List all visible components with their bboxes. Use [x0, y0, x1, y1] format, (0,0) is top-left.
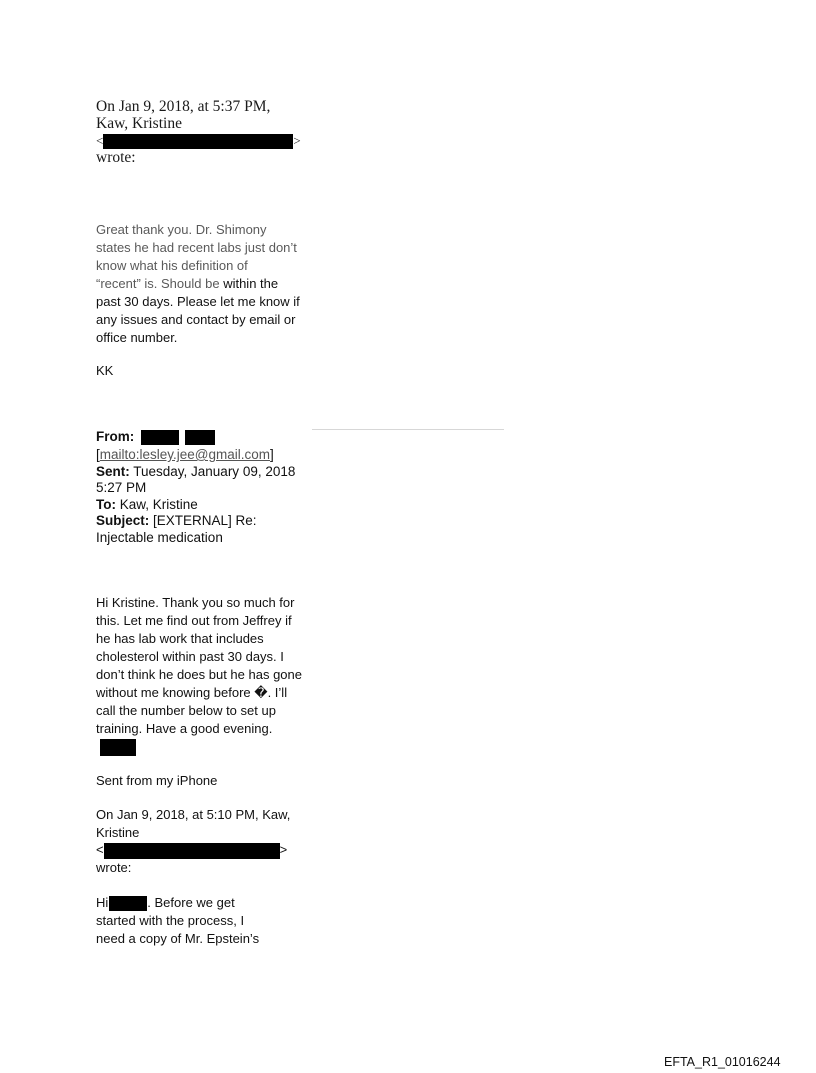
header-sender-name: Kaw, Kristine — [96, 115, 182, 132]
redaction-bar — [103, 134, 293, 149]
mailto-line — [96, 447, 295, 464]
quoted-header-line-1: On Jan 9, 2018, at 5:10 PM, Kaw, — [96, 807, 291, 822]
kk-line-3: know what his definition of — [96, 258, 248, 273]
redaction-bar — [104, 843, 280, 859]
redaction-bar — [109, 896, 147, 911]
sent-line — [96, 464, 295, 481]
kk-line-4-gray: “recent” is. Should be — [96, 276, 224, 291]
angle-close: > — [293, 133, 301, 148]
reply-line-8: training. Have a good evening. — [96, 721, 273, 736]
kk-line-6: any issues and contact by email or — [96, 312, 296, 327]
kk-line-5: past 30 days. Please let me know if — [96, 294, 300, 309]
quoted-wrote: wrote: — [96, 859, 132, 875]
reply-line-2: this. Let me find out from Jeffrey if — [96, 613, 292, 628]
angle-open: < — [96, 133, 104, 148]
redaction-bar — [100, 739, 136, 756]
from-label: From: — [96, 429, 135, 444]
quoted-message-body — [96, 894, 259, 948]
to-value: Kaw, Kristine — [116, 496, 198, 512]
sent-label: Sent: — [96, 463, 130, 479]
subject-line — [96, 513, 295, 530]
subject-value: [EXTERNAL] Re: — [149, 513, 257, 528]
original-message-header — [96, 98, 301, 166]
redaction-bar — [141, 430, 179, 445]
quoted-header — [96, 806, 290, 876]
reply-line-3: he has lab work that includes — [96, 631, 264, 646]
divider-line — [312, 429, 504, 430]
subject-line-2: Injectable medication — [96, 529, 223, 545]
email-header-block — [96, 429, 295, 546]
quoted-line-1-rest: . Before we get — [147, 895, 235, 910]
kk-line-1: Great thank you. Dr. Shimony — [96, 222, 267, 237]
to-label: To: — [96, 496, 116, 512]
reply-line-1: Hi Kristine. Thank you so much for — [96, 595, 295, 610]
kk-line-4 — [96, 275, 300, 293]
quoted-redacted-email — [96, 841, 290, 859]
kk-line-7: office number. — [96, 330, 178, 345]
quoted-header-line-2: Kristine — [96, 824, 140, 840]
kk-line-2: states he had recent labs just don’t — [96, 240, 297, 255]
reply-line-7: call the number below to set up — [96, 703, 276, 718]
header-date-line: On Jan 9, 2018, at 5:37 PM, — [96, 98, 271, 115]
reply-line-6: without me knowing before �. I’ll — [96, 685, 288, 700]
header-redacted-email — [96, 132, 301, 149]
angle-close: > — [279, 842, 288, 857]
document-id: EFTA_R1_01016244 — [664, 1055, 781, 1069]
redaction-block — [100, 739, 136, 756]
kk-signoff: KK — [96, 363, 114, 378]
quoted-line-2: started with the process, I — [96, 913, 245, 928]
bracket-close: ] — [270, 447, 274, 462]
redaction-bar — [185, 430, 215, 445]
to-line — [96, 497, 295, 514]
angle-open: < — [96, 842, 104, 857]
kk-message-body — [96, 221, 300, 347]
quoted-line-1 — [96, 894, 259, 912]
subject-label: Subject: — [96, 513, 150, 528]
mailto-link[interactable]: mailto:lesley.jee@gmail.com — [99, 447, 271, 462]
kk-line-4-dark: within the — [223, 276, 279, 291]
quoted-hi: Hi — [96, 895, 109, 910]
sent-time: 5:27 PM — [96, 480, 147, 495]
sent-value: Tuesday, January 09, 2018 — [129, 463, 296, 479]
bracket-open: [ — [96, 447, 100, 462]
reply-line-4: cholesterol within past 30 days. I — [96, 649, 284, 664]
from-line — [96, 429, 295, 447]
quoted-line-3: need a copy of Mr. Epstein’s — [96, 931, 260, 946]
sent-from-iphone: Sent from my iPhone — [96, 773, 218, 788]
header-wrote: wrote: — [96, 149, 136, 166]
reply-message-body — [96, 594, 302, 738]
reply-line-5: don’t think he does but he has gone — [96, 667, 302, 682]
